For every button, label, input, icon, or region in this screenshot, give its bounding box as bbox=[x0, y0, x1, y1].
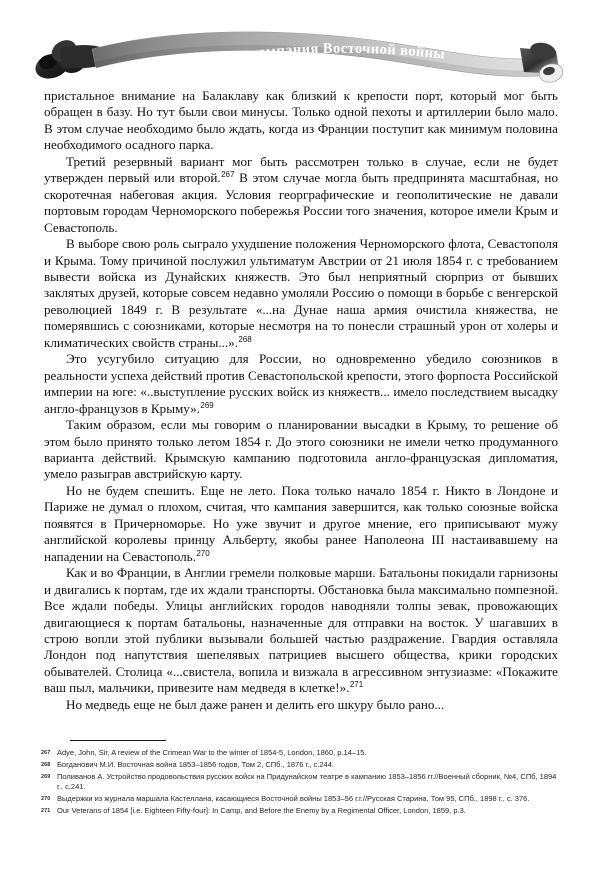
footnote-item bbox=[41, 794, 561, 805]
footnote-text: Выдержки из журнала маршала Кастеллана, касающиеся Восточной войны 1853–56 г.г.//Русская Старина, Том 95, СПб., 1898 г., с. 376. bbox=[57, 793, 530, 803]
footnote-number: 267 bbox=[41, 750, 51, 756]
footnote-ref-269[interactable]: 269 bbox=[200, 400, 214, 410]
paragraph-8-text: Но медведь еще не был даже ранен и делить его шкуру было рано... bbox=[66, 696, 445, 712]
paragraph-2 bbox=[44, 154, 558, 236]
ribbon-right-knot bbox=[520, 40, 565, 84]
footnote-item bbox=[41, 760, 561, 771]
paragraph-4-text-before: Это усугубило ситуацию для России, но одновременно убедило союзников в реальности успеха действий против Севастопольской крепости, этого форпоста Российской империи на юге: «..выступление русских войск из княжеств... имело последствием высадку англо-французов в Крыму». bbox=[44, 351, 558, 416]
footnote-ref-268[interactable]: 268 bbox=[238, 334, 252, 344]
paragraph-3 bbox=[44, 236, 558, 351]
paragraph-8 bbox=[44, 697, 558, 713]
paragraph-2-text-after: В этом случае могла быть предпринята масштабная, но скоротечная набеговая акция. Условия георграфические и геополитические не давали портовым городам Черноморского побережья России того значения, которое имели Крым и Севастополь. bbox=[44, 170, 558, 235]
paragraph-3-text-before: В выборе свою роль сыграло ухудшение положения Черноморского флота, Севастополя и Крыма. Тому причиной послужил ультиматум Австрии от 21 июля 1854 г. с требованием вывести войска из Дунайских княжеств. Это был неприятный сюрприз от бывших заклятых друзей, которые совсем недавно умоляли Россию о помощи в борьбе с венгерской революцией 1849 г. В результате «...на Дунае наша армия очистила княжества, не померявшись с союзниками, которые несмотря на то понесли страшный урон от холеры и климатических свойств страны...». bbox=[44, 236, 558, 350]
footnote-ref-267[interactable]: 267 bbox=[221, 170, 235, 180]
footnote-text: Поливанов А. Устройство продовольствия русских войск на Придунайском театре в кампанию 1853–1856 гг.//Военный сборник, №4, СПб, 1894 г., с.241. bbox=[57, 771, 557, 792]
footnote-separator bbox=[70, 740, 166, 741]
footnote-item bbox=[41, 772, 561, 793]
paragraph-1 bbox=[44, 88, 558, 154]
paragraph-2-text-before: Третий резервный вариант мог быть рассмотрен только в случае, если не будет утвержден первый или второй. bbox=[44, 153, 558, 186]
paragraph-7-text-before: Как и во Франции, в Англии гремели полковые марши. Батальоны покидали гарнизоны и двигались к портам, где их ждали транспорты. Обстановка была максимально помпезной. Все ждали победы. Улицы английских городов наводняли толпы зевак, провожающих двигающиеся к портам батальоны, назначенные для отправки на восток. У шагавших в строю вопли этой публики вызывали большей частью раздражение. Гвардия оставляла Лондон под напутствия шепелявых патрициев высшего общества, крики городских обывателей. Столица «...свистела, вопила и визжала в агрессивном энтузиазме: «Покажите ваш пыл, мальчики, привезите нам медведя в клетке!». bbox=[44, 565, 558, 696]
footnote-number: 271 bbox=[41, 807, 51, 814]
footnote-number: 269 bbox=[41, 773, 51, 780]
paragraph-1-text: пристальное внимание на Балаклаву как близкий к крепости порт, который мог быть обращен в базу. Но тут были свои минусы. Только одной пехоты и артиллерии было мало. В этом случае необходимо было ждать, когда из Франции поступит как минимум половина необходимого осадного парка. bbox=[44, 88, 558, 153]
footnote-number: 270 bbox=[41, 795, 51, 802]
paragraph-7 bbox=[44, 565, 558, 697]
ribbon-graphic bbox=[0, 18, 600, 86]
footnote-item bbox=[41, 806, 561, 817]
page-body bbox=[44, 88, 558, 713]
banner-title: Крымская кампания Восточной войны bbox=[172, 40, 447, 75]
footnote-ref-270[interactable]: 270 bbox=[196, 548, 210, 558]
footnote-text: Our Veterans of 1854 [i.e. Eighteen Fifty-four]: In Camp, and Before the Enemy by a Regimental Officer, London, 1859, p.3. bbox=[57, 805, 466, 815]
chapter-banner bbox=[0, 18, 600, 86]
footnote-text: Богданович М.И. Восточная война 1853–1856 годов, Том 2, СПб., 1876 г., с.244. bbox=[57, 759, 334, 769]
paragraph-5-text: Таким образом, если мы говорим о планировании высадки в Крыму, то решение об этом было принято только летом 1854 г. До этого союзники не имели четко продуманного варианта действий. Крымскую кампанию подготовила англо-французская дипломатия, умело разыграв австрийскую карту. bbox=[44, 417, 558, 482]
paragraph-4 bbox=[44, 351, 558, 417]
footnote-text: Adye, John, Sir, A review of the Crimean War to the winter of 1854-5, London, 1860, p.14–15. bbox=[57, 748, 367, 757]
footnote-ref-271[interactable]: 271 bbox=[349, 680, 364, 690]
footnote-list bbox=[41, 748, 561, 818]
paragraph-6 bbox=[44, 483, 558, 565]
footnote-item bbox=[41, 748, 561, 759]
paragraph-5 bbox=[44, 417, 558, 483]
paragraph-6-text-before: Но не будем спешить. Еще не лето. Пока только начало 1854 г. Никто в Лондоне и Париже не думал о плохом, считая, что кампания завершится, как только союзные войска появятся в Причерноморье. Но уже звучит и другое мнение, его приписывают мужу английской королевы принцу Альберту, якобы ранее Наполеона III настаивавшему на нападении на Севастополь. bbox=[44, 482, 558, 564]
footnote-number: 268 bbox=[41, 761, 51, 768]
